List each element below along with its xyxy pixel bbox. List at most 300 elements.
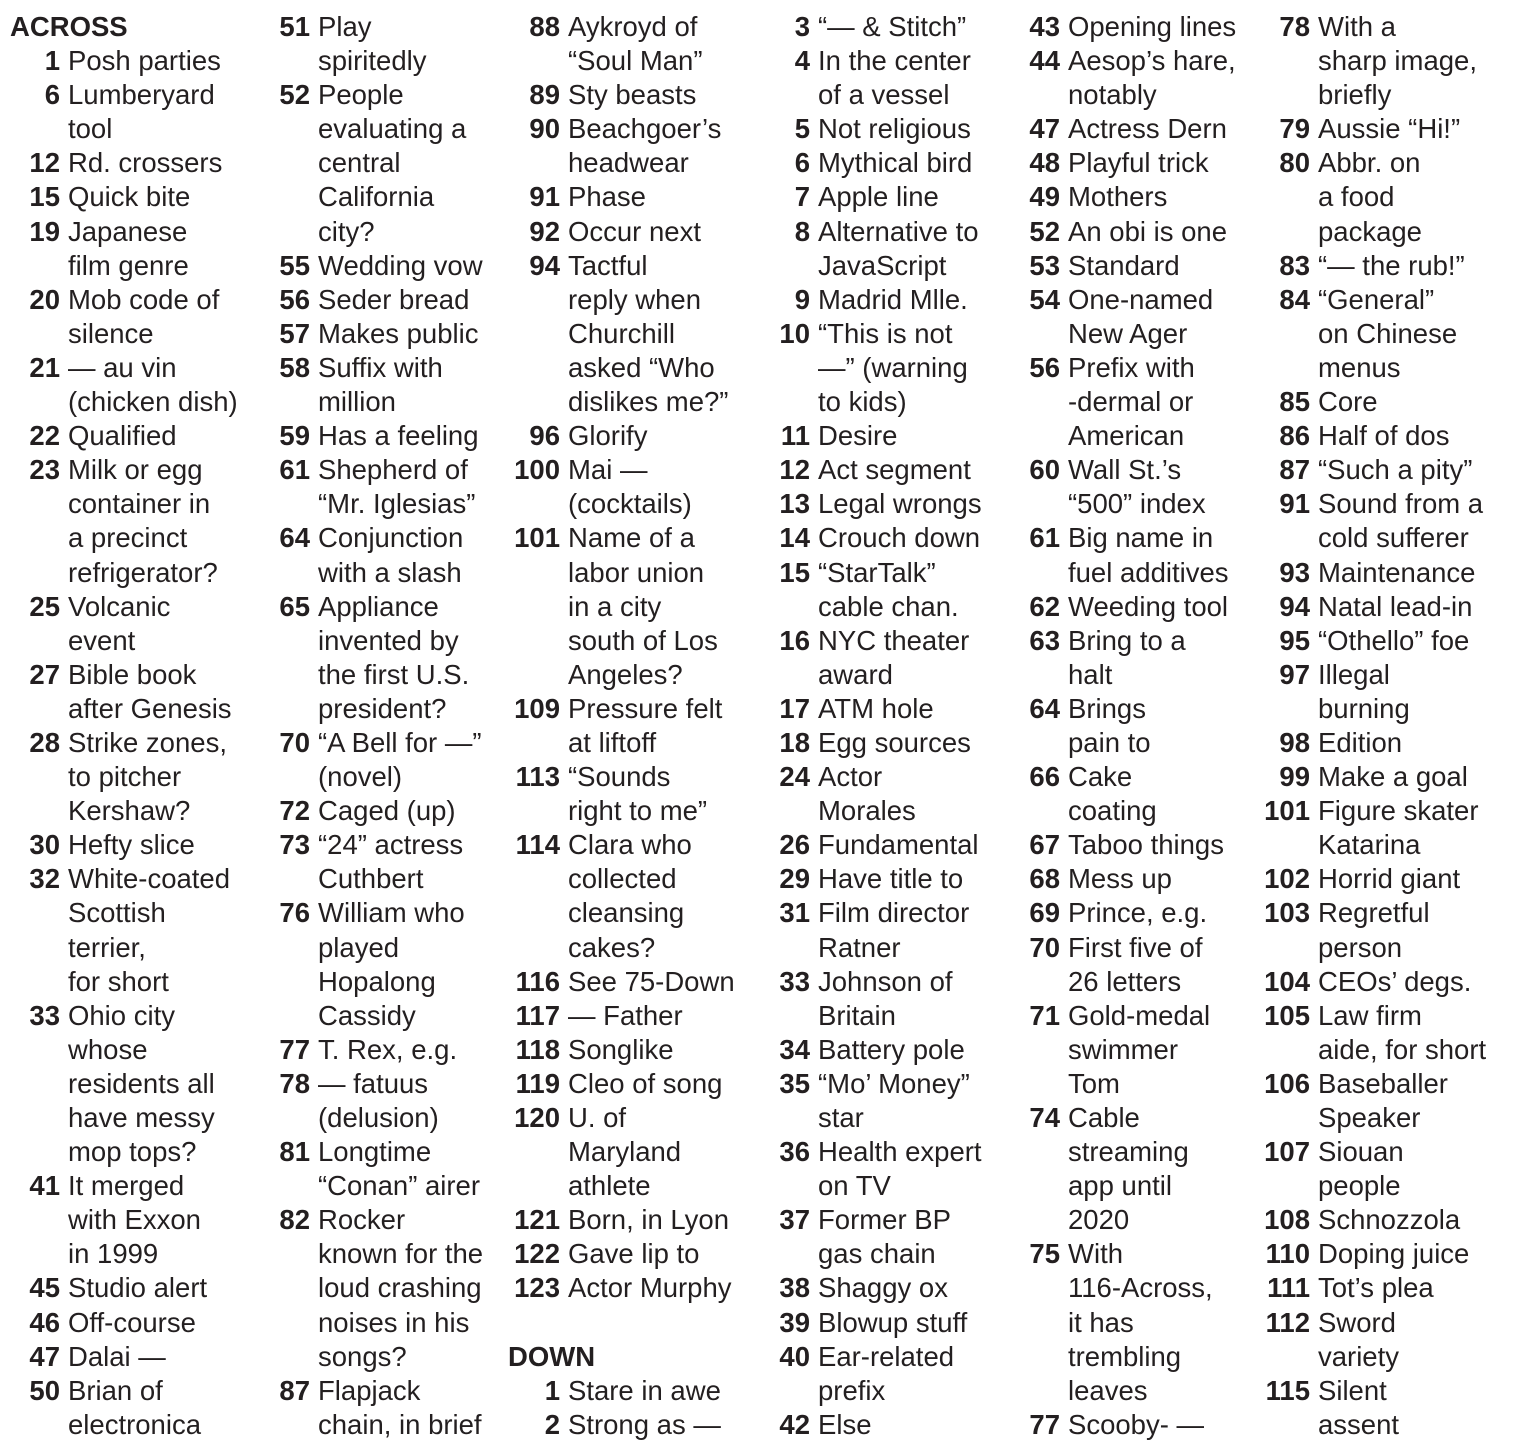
clue-number: 83 [1279,249,1310,281]
clue-number: 55 [279,249,310,281]
clue-line [10,215,188,249]
clue-number: 22 [29,420,60,452]
clue-number: 121 [514,1204,560,1236]
clue-text: Sword [1318,1306,1396,1338]
clue-number: 105 [1264,999,1310,1031]
clue-number: 115 [1265,1374,1310,1406]
across-clue-116 [508,965,735,999]
clue-line [508,1203,730,1237]
clue-line [508,1408,721,1442]
clue-text: “Such a pity” [1318,454,1473,486]
clue-text: streaming [1068,1136,1189,1168]
across-heading: ACROSS [10,11,128,42]
clue-text: Occur next [568,215,701,247]
clue-text: Aesop’s hare, [1068,45,1236,77]
clue-number: 67 [1029,829,1060,861]
clue-text: of a vessel [818,79,950,111]
clue-line [10,1237,159,1271]
clue-line [508,590,662,624]
clue-text: (cocktails) [568,488,692,520]
clue-number: 64 [279,522,310,554]
clue-text: variety [1318,1340,1399,1372]
clue-text: Prince, e.g. [1068,897,1208,929]
clue-text: Health expert [818,1136,982,1168]
clue-text: Former BP [818,1204,951,1236]
clue-number: 52 [279,79,310,111]
clue-text: Posh parties [68,45,221,77]
clue-number: 85 [1279,386,1310,418]
clue-line [508,692,723,726]
clue-text: Hopalong [318,965,436,997]
across-clue-20 [10,283,220,351]
clue-number: 91 [1279,488,1310,520]
clue-line [508,999,683,1033]
clue-text: Ear-related [818,1340,955,1372]
clue-text: person [1318,931,1403,963]
clue-line [508,180,646,214]
clue-column-3 [508,10,735,1442]
clue-line [10,1408,201,1442]
clue-text: Core [1318,386,1378,418]
clue-text: Songlike [568,1033,674,1065]
clue-text: Quick bite [68,181,191,213]
across-clue-19 [10,215,189,283]
clue-line [10,590,171,624]
across-clue-114 [508,828,692,964]
clue-text: silence [68,317,154,349]
across-clue-25 [10,590,171,658]
clue-text: Appliance [318,590,439,622]
clue-number: 47 [29,1340,60,1372]
clue-text: Actress Dern [1068,113,1227,145]
clue-number: 75 [1029,1238,1060,1270]
clue-number: 63 [1029,624,1060,656]
clue-text: terrier, [68,931,146,963]
clue-number: 35 [779,1067,810,1099]
clue-text: million [318,386,396,418]
clue-text: William who [318,897,465,929]
clue-text: pain to [1068,726,1151,758]
clue-text: Milk or egg [68,454,203,486]
clue-number: 69 [1029,897,1060,929]
clue-text: 116-Across, [1068,1272,1213,1304]
clue-number: 49 [1029,181,1060,213]
clue-number: 26 [779,829,810,861]
across-clue-90 [508,112,722,180]
clue-text: Make a goal [1318,761,1468,793]
clue-line [10,283,220,317]
clue-line [10,658,197,692]
clue-text: halt [1068,658,1113,690]
clue-text: Cable [1068,1102,1140,1133]
clue-text: it has [1068,1306,1134,1338]
clue-text: Have title to [818,863,964,895]
clue-number: 112 [1265,1306,1310,1338]
clue-text: White-coated [68,863,231,895]
clue-text: “This is not [818,317,953,349]
clue-number: 118 [515,1033,560,1065]
clue-number: 114 [515,829,560,861]
clue-number: 109 [514,692,560,724]
clue-text: Legal wrongs [818,488,982,520]
clue-text: Desire [818,420,898,452]
clue-number: 101 [1264,795,1310,827]
clue-line [10,965,169,999]
clue-text: in 1999 [68,1238,159,1270]
clue-text: — au vin [68,351,177,383]
clue-text: athlete [568,1170,651,1202]
clue-number: 30 [29,829,60,861]
clue-number: 78 [1279,11,1310,42]
clue-number: 101 [514,522,560,554]
clue-text: Stare in awe [568,1374,721,1406]
clue-text: Glorify [568,420,648,452]
clue-number: 39 [779,1306,810,1338]
across-clue-30 [10,828,195,862]
across-clue-109 [508,692,723,760]
clue-text: Taboo things [1068,829,1224,861]
clue-text: T. Rex, e.g. [318,1033,458,1065]
clue-number: 38 [779,1272,810,1304]
across-clue-118 [508,1033,674,1067]
clue-number: 33 [29,999,60,1031]
clue-text: gas chain [818,1238,936,1270]
clue-number: 51 [279,11,310,42]
clue-number: 50 [29,1374,60,1406]
clue-text: Katarina [1318,829,1421,861]
clue-line [508,215,701,249]
clue-line [508,385,729,419]
clue-number: 60 [1029,454,1060,486]
clue-text: (novel) [318,761,403,793]
clue-number: 48 [1029,147,1060,179]
clue-number: 94 [529,249,560,281]
clue-text: prefix [818,1374,886,1406]
clue-text: -dermal or [1068,386,1194,418]
clue-number: 119 [515,1067,560,1099]
clue-line [508,521,695,555]
clue-text: a precinct [68,522,188,554]
clue-text: Aussie “Hi!” [1318,113,1461,145]
clue-text: Sound from a [1318,488,1484,520]
clue-text: Dalai — [68,1340,166,1372]
clue-text: Natal lead-in [1318,590,1473,622]
clue-line [10,999,175,1033]
clue-text: An obi is one [1068,215,1227,247]
clue-text: Clara who [568,829,692,861]
clue-line [508,249,648,283]
clue-number: 43 [1029,11,1060,42]
clue-text: Mess up [1068,863,1172,895]
clue-line [508,146,689,180]
clue-text: California [318,181,435,213]
clue-number: 58 [279,351,310,383]
clue-number: 84 [1279,283,1310,315]
clue-text: Alternative to [818,215,979,247]
clue-text: Churchill [568,317,675,349]
clue-text: Figure skater [1318,795,1479,827]
clue-text: Phase [568,181,646,213]
clue-text: ATM hole [818,692,934,724]
clue-number: 44 [1029,45,1060,77]
across-clue-28 [10,726,227,828]
clue-line [508,1237,700,1271]
clue-text: Brings [1068,692,1146,724]
clue-line [508,896,685,930]
clue-text: package [1318,215,1422,247]
clue-text: Off-course [68,1306,196,1338]
clue-text: chain, in brief [318,1408,482,1440]
clue-number: 98 [1279,726,1310,758]
clue-text: electronica [68,1408,201,1440]
across-clue-22 [10,419,177,453]
clue-line [10,385,238,419]
clue-text: “— & Stitch” [818,11,967,42]
clue-line [10,794,191,828]
clue-text: Name of a [568,522,695,554]
clue-text: after Genesis [68,692,232,724]
down-clue-2 [508,1408,721,1442]
clue-number: 3 [794,11,810,42]
clue-text: “— the rub!” [1318,249,1465,281]
clue-number: 88 [529,11,560,42]
clue-text: Edition [1318,726,1403,758]
clue-line [508,44,703,78]
clue-line [10,624,136,658]
clue-text: mop tops? [68,1136,197,1168]
clue-line [10,1271,208,1305]
clue-text: With a [1318,11,1396,42]
clue-number: 57 [279,317,310,349]
clue-number: 111 [1267,1272,1310,1304]
clue-number: 107 [1264,1136,1310,1168]
clue-text: Kershaw? [68,795,191,827]
clue-text: the first U.S. [318,658,470,690]
clue-number: 29 [779,863,810,895]
clue-line [10,896,166,930]
clue-number: 53 [1029,249,1060,281]
clue-text: Japanese [68,215,188,247]
clue-text: Blowup stuff [818,1306,968,1338]
clue-number: 19 [29,215,60,247]
clue-number: 82 [279,1204,310,1236]
clue-text: leaves [1068,1374,1148,1406]
clue-number: 1 [544,1374,560,1406]
clue-text: to pitcher [68,761,182,793]
clue-text: Shaggy ox [818,1272,948,1304]
clue-number: 103 [1264,897,1310,929]
clue-number: 73 [279,829,310,861]
clue-number: 97 [1279,658,1310,690]
clue-number: 23 [29,454,60,486]
clue-number: 95 [1279,624,1310,656]
clue-number: 40 [779,1340,810,1372]
clue-text: Strike zones, [68,726,227,758]
clue-text: Has a feeling [318,420,479,452]
clue-line [508,351,715,385]
clue-line [10,487,211,521]
clue-text: Seder bread [318,283,470,315]
clue-text: Beachgoer’s [568,113,722,145]
clue-number: 6 [44,79,60,111]
clue-text: on TV [818,1170,891,1202]
clue-line [508,112,722,146]
clue-text: Johnson of [818,965,953,997]
clue-number: 56 [1029,351,1060,383]
clue-text: Shepherd of [318,454,468,486]
clue-text: fuel additives [1068,556,1229,588]
clue-number: 9 [794,283,810,315]
clue-number: 36 [779,1136,810,1168]
clue-text: Schnozzola [1318,1204,1461,1236]
across-clue-119 [508,1067,723,1101]
clue-text: trembling [1068,1340,1182,1372]
clue-text: U. of [568,1102,627,1133]
clue-number: 70 [1029,931,1060,963]
clue-text: Opening lines [1068,11,1237,42]
clue-number: 92 [529,215,560,247]
clue-line [10,521,188,555]
clue-number: 102 [1264,863,1310,895]
clue-line [10,249,189,283]
clue-number: 17 [779,692,810,724]
clue-number: 27 [29,658,60,690]
clue-text: See 75-Down [568,965,735,997]
clue-text: Siouan [1318,1136,1404,1168]
clue-number: 93 [1279,556,1310,588]
clue-number: 94 [1279,590,1310,622]
clue-number: 14 [779,522,810,554]
clue-number: 8 [794,215,810,247]
clue-text: Egg sources [818,726,971,758]
clue-text: Abbr. on [1318,147,1421,179]
clue-line [508,556,705,590]
clue-number: 46 [29,1306,60,1338]
clue-line [508,453,648,487]
clue-text: in a city [568,590,662,622]
clue-text: a food [1318,181,1395,213]
clue-text: Regretful [1318,897,1430,929]
clue-text: for short [68,965,169,997]
across-clue-91 [508,180,646,214]
clue-text: Gold-medal [1068,999,1211,1031]
clue-number: 96 [529,420,560,452]
clue-number: 117 [515,999,560,1031]
clue-text: New Ager [1068,317,1188,349]
clue-number: 77 [279,1033,310,1065]
clue-number: 33 [779,965,810,997]
clue-text: Sty beasts [568,79,697,111]
clue-text: award [818,658,893,690]
clue-text: city? [318,215,375,247]
clue-text: Morales [818,795,916,827]
clue-number: 13 [779,488,810,520]
clue-line [10,1033,148,1067]
clue-number: 24 [779,761,810,793]
clue-text: cakes? [568,931,656,963]
clue-text: Rocker [318,1204,406,1236]
clue-text: at liftoff [568,726,657,758]
clue-text: asked “Who [568,351,715,383]
clue-text: aide, for short [1318,1033,1487,1065]
clue-text: —” (warning [818,351,968,383]
clue-line [508,487,692,521]
clue-text: Horrid giant [1318,863,1461,895]
clue-text: cold sufferer [1318,522,1469,554]
clue-number: 110 [1265,1238,1310,1270]
clue-number: 87 [279,1374,310,1406]
clue-line [10,146,223,180]
clue-line [508,1169,651,1203]
clue-number: 77 [1029,1408,1060,1440]
clue-text: Maryland [568,1136,682,1168]
clue-number: 64 [1029,692,1060,724]
clue-number: 122 [514,1238,560,1270]
clue-line [10,1135,197,1169]
clue-number: 81 [279,1136,310,1168]
clue-number: 65 [279,590,310,622]
clue-text: to kids) [818,386,907,418]
clue-line [508,1271,732,1305]
across-clue-101 [508,521,718,691]
clue-line [10,1101,215,1135]
clue-number: 80 [1279,147,1310,179]
clue-text: briefly [1318,79,1392,111]
clue-text: on Chinese [1318,317,1458,349]
clue-number: 79 [1279,113,1310,145]
clue-number: 54 [1029,283,1060,315]
clue-text: Lumberyard [68,79,215,111]
clue-text: with a slash [318,556,462,588]
clue-text: dislikes me?” [568,386,729,418]
across-clue-12 [10,146,223,180]
clue-number: 78 [279,1067,310,1099]
across-clue-45 [10,1271,208,1305]
clue-text: cable chan. [818,590,959,622]
clue-text: Not religious [818,113,971,145]
clue-line [508,1033,674,1067]
clue-text: Actor [818,761,883,793]
clue-number: 45 [29,1272,60,1304]
across-clue-96 [508,419,648,453]
clue-number: 32 [29,863,60,895]
clue-line [10,862,231,896]
clue-number: 87 [1279,454,1310,486]
clue-text: burning [1318,692,1410,724]
clue-number: 76 [279,897,310,929]
clue-text: 26 letters [1068,965,1182,997]
clue-text: Else [818,1408,872,1440]
clue-text: Britain [818,999,896,1031]
clue-text: headwear [568,147,689,179]
clue-line [508,419,648,453]
clue-text: Wedding vow [318,249,483,281]
clue-number: 41 [29,1170,60,1202]
clue-text: “StarTalk” [818,556,936,588]
clue-text: Ohio city [68,999,175,1031]
clue-line [10,44,221,78]
across-clue-122 [508,1237,700,1271]
clue-text: — Father [568,999,683,1031]
clue-text: Gave lip to [568,1238,700,1270]
clue-text: (chicken dish) [68,386,238,418]
clue-text: Cuthbert [318,863,424,895]
across-clue-15 [10,180,191,214]
clue-text: Speaker [1318,1102,1421,1133]
clue-number: 106 [1264,1067,1310,1099]
clue-number: 100 [514,454,560,486]
clue-text: Silent [1318,1374,1387,1406]
